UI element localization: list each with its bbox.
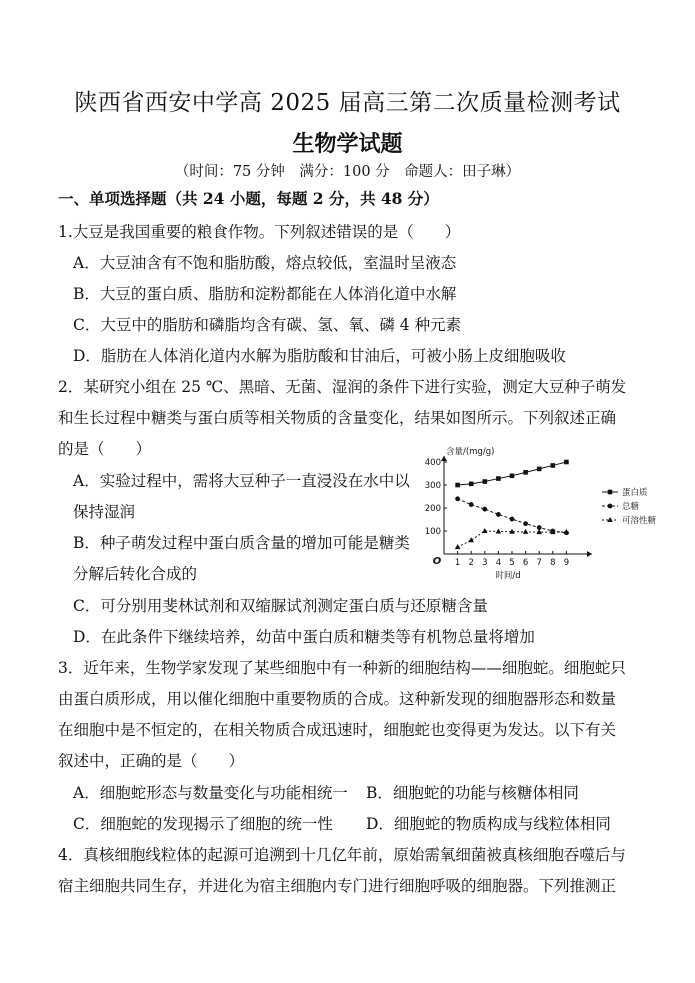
legend-label: 蛋白质 [622, 488, 648, 498]
content-chart [412, 442, 682, 581]
x-axis-label: 时间/d [495, 571, 521, 581]
series-line-2 [458, 499, 567, 533]
q4-stem-line2: 宿主细胞共同生存，并进化为宿主细胞内专门进行细胞呼吸的细胞器。下列推测正 [58, 877, 617, 895]
q1-option-b: B．大豆的蛋白质、脂肪和淀粉都能在人体消化道中水解 [73, 285, 457, 303]
legend-swatch-marker [608, 504, 613, 509]
chart-axes [425, 446, 592, 581]
exam-subtitle: 生物学试题 [292, 131, 403, 157]
q2-stem-line2: 和生长过程中糖类与蛋白质等相关物质的含量变化，结果如图所示。下列叙述正确 [58, 409, 617, 427]
q2-option-c: C．可分别用斐林试剂和双缩脲试剂测定蛋白质与还原糖含量 [73, 597, 488, 615]
q2-option-a-line1: A．实验过程中，需将大豆种子一直浸没在水中以 [73, 472, 410, 490]
y-axis-label: 含量/(mg/g) [446, 447, 495, 457]
q2-option-a-line2: 保持湿润 [73, 503, 136, 521]
q2-stem-line3: 的是（ ） [58, 440, 152, 458]
q3-stem-line1: 3．近年来，生物学家发现了某些细胞中有一种新的细胞结构——细胞蛇。细胞蛇只 [58, 659, 626, 677]
data-point [551, 463, 556, 468]
y-tick-label: 100 [424, 527, 441, 537]
data-point [455, 496, 460, 501]
origin-label: O [432, 556, 442, 567]
exam-info: （时间：75 分钟 满分：100 分 命题人：田子琳） [174, 164, 521, 180]
q3-option-b: B．细胞蛇的功能与核糖体相同 [366, 784, 579, 802]
data-point [510, 474, 515, 479]
data-point [523, 529, 529, 534]
x-tick-label: 5 [509, 558, 515, 568]
exam-title: 陕西省西安中学高 2025 届高三第二次质量检测考试 [74, 90, 621, 116]
q3-option-a: A．细胞蛇形态与数量变化与功能相统一 [73, 784, 348, 802]
data-point [496, 528, 502, 533]
x-tick-label: 7 [536, 558, 542, 568]
x-axis-arrow [587, 551, 592, 557]
data-point [482, 507, 487, 512]
legend-label: 总糖 [622, 502, 640, 512]
q1-stem: 1.大豆是我国重要的粮食作物。下列叙述错误的是（ ） [58, 223, 461, 241]
data-point [469, 502, 474, 507]
x-tick-label: 4 [495, 558, 502, 568]
q3-stem-line2: 由蛋白质形成，用以催化细胞中重要物质的合成。这种新发现的细胞器形态和数量 [58, 690, 617, 708]
q3-stem-line3: 在细胞中是不恒定的，在相关物质合成迅速时，细胞蛇也变得更为发达。以下有关 [58, 721, 617, 739]
x-tick-label: 9 [563, 558, 570, 568]
data-point [523, 521, 528, 526]
data-point [496, 512, 501, 517]
x-tick-label: 1 [454, 558, 461, 568]
data-point [469, 482, 474, 487]
q1-option-a: A．大豆油含有不饱和脂肪酸，熔点较低，室温时呈液态 [73, 254, 457, 272]
chart-series [455, 460, 569, 549]
q1-option-c: C．大豆中的脂肪和磷脂均含有碳、氢、氧、磷 4 种元素 [73, 316, 462, 334]
q2-option-d: D．在此条件下继续培养，幼苗中蛋白质和糖类等有机物总量将增加 [73, 628, 535, 646]
data-point [564, 529, 570, 534]
x-tick-label: 6 [522, 558, 529, 568]
data-point [496, 476, 501, 481]
q3-option-c: C．细胞蛇的发现揭示了细胞的统一性 [73, 815, 333, 833]
y-tick-label: 400 [424, 458, 441, 468]
q4-stem-line1: 4．真核细胞线粒体的起源可追溯到十几亿年前，原始需氧细菌被真核细胞吞噬后与 [58, 846, 626, 864]
q1-option-d: D．脂肪在人体消化道内水解为脂肪酸和甘油后，可被小肠上皮细胞吸收 [73, 347, 566, 365]
q2-option-b-line2: 分解后转化合成的 [73, 565, 198, 583]
q2-stem-line1: 2．某研究小组在 25 ℃、黑暗、无菌、湿润的条件下进行实验，测定大豆种子萌发 [58, 378, 627, 396]
data-point [468, 537, 474, 542]
q2-option-b-line1: B．种子萌发过程中蛋白质含量的增加可能是糖类 [73, 534, 410, 552]
data-point [482, 528, 488, 533]
legend-swatch-marker [608, 490, 613, 495]
data-point [510, 517, 515, 522]
y-tick-label: 300 [424, 481, 441, 491]
x-tick-label: 3 [482, 558, 488, 568]
legend-label: 可溶性糖 [622, 516, 657, 526]
q3-option-d: D．细胞蛇的物质构成与线粒体相同 [366, 815, 611, 833]
x-tick-label: 2 [468, 558, 474, 568]
section-heading: 一、单项选择题（共 24 小题，每题 2 分，共 48 分） [58, 189, 439, 208]
y-tick-label: 200 [424, 504, 441, 514]
data-point [455, 483, 460, 488]
x-tick-label: 8 [550, 558, 556, 568]
q3-stem-line4: 叙述中，正确的是（ ） [58, 752, 245, 770]
data-point [537, 467, 542, 472]
data-point [483, 479, 488, 484]
data-point [564, 460, 569, 465]
data-point [523, 470, 528, 475]
chart-legend [602, 487, 657, 526]
